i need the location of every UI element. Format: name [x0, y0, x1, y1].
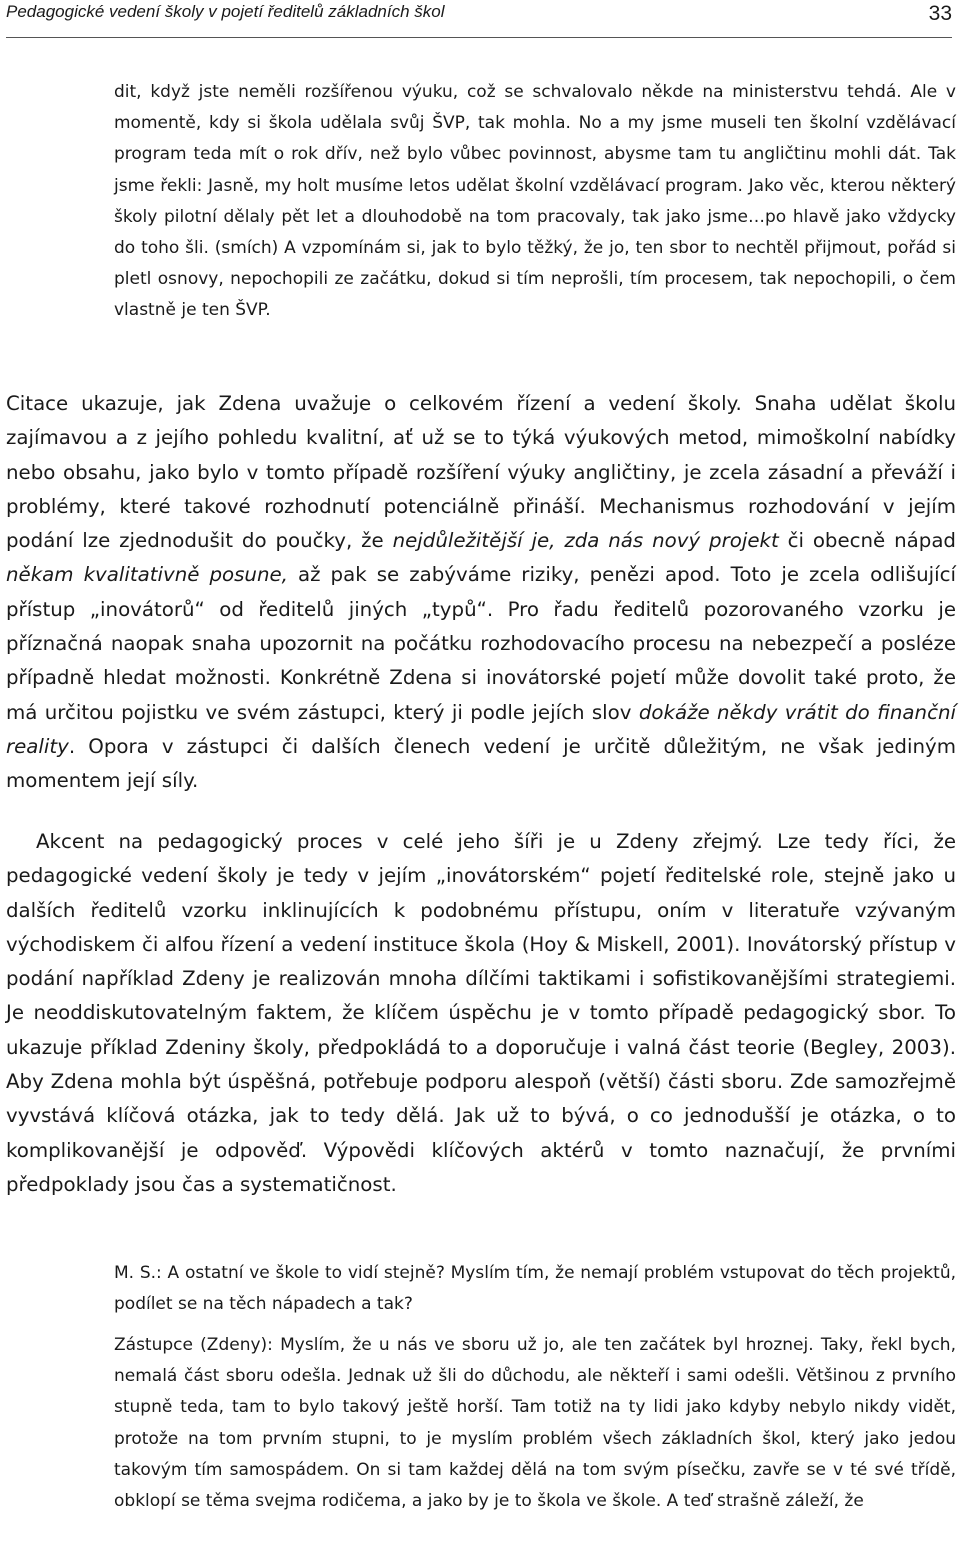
body-paragraph-1-text-d: . Opora v zástupci či dalších členech vedení je určitě důležitým, ne však jediným momentem její síly.	[6, 734, 956, 793]
body-paragraph-1-italic-b: někam kvalitativně posune,	[6, 563, 288, 587]
running-title: Pedagogické vedení školy v pojetí ředitelů základních škol	[6, 2, 445, 21]
page-number: 33	[928, 2, 952, 25]
body-paragraph-2-text: Akcent na pedagogický proces v celé jeho šíři je u Zdeny zřejmý. Lze tedy říci, že pedagogické vedení školy je tedy v jejím „inovátorském“ pojetí ředitelské role, stejně jako u dalších ředitelů vzorku inklinujících k podobnému přístupu, oním v literatuře vzývaným východiskem či alfou řízení a vedení instituce škola (Hoy & Miskell, 2001). Inovátorský přístup v podání například Zdeny je realizován mnoha dílčími taktikami i sofistikovanějšími strategiemi. Je neoddiskutovatelným faktem, že klíčem úspěchu je v tomto případě pedagogický sbor. To ukazuje příklad Zdeniny školy, předpokládá to a doporučuje i valná část teorie (Begley, 2003). Aby Zdena mohla být úspěšná, potřebuje podporu alespoň (větší) části sboru. Zde samozřejmě vyvstává klíčová otázka, jak to tedy dělá. Jak už to bývá, o co jednodušší je otázka, o to komplikovanější je odpověď. Výpovědi klíčových aktérů v tomto naznačují, že prvními předpoklady jsou čas a systematičnost.	[6, 830, 956, 1196]
dialogue-question: M. S.: A ostatní ve škole to vidí stejně? Myslím tím, že nemají problém vstupovat do těch projektů, podílet se na těch nápadech a tak?	[114, 1263, 956, 1315]
body-paragraph-1-text-b: či obecně nápad	[778, 529, 956, 553]
body-paragraph-2	[6, 825, 956, 1202]
body-paragraph-1-text-a: Citace ukazuje, jak Zdena uvažuje o celkovém řízení a vedení školy. Snaha udělat školu zajímavou a z jejího pohledu kvalitní, ať už se to týká výukových metod, mimoškolní nabídky nebo obsahu, jako bylo v tomto případě rozšíření výuky angličtiny, je zcela zásadní a převáží i problémy, které takové rozhodnutí potenciálně přináší. Mechanismus rozhodování v jejím podání lze zjednodušit do poučky, že	[6, 392, 956, 553]
body-paragraph-1	[6, 387, 956, 799]
body-paragraph-1-italic-a: nejdůležitější je, zda nás nový projekt	[392, 529, 779, 553]
body-paragraph-1-text-c: až pak se zabýváme riziky, penězi apod. Toto je zcela odlišující přístup „inovátorů“ od ředitelů jiných „typů“. Pro řadu ředitelů pozorovaného vzorku je příznačná naopak snaha upozornit na počátku rozhodovacího procesu na nebezpečí a posléze případně hledat možnosti. Konkrétně Zdena si inovátorské pojetí může dovolit také proto, že má určitou pojistku ve svém zástupci, který ji podle jejích slov	[6, 563, 956, 724]
dialogue-answer: Zástupce (Zdeny): Myslím, že u nás ve sboru už jo, ale ten začátek byl hroznej. Taky, řekl bych, nemalá část sboru odešla. Jednak už šli do důchodu, ale někteří i sami odešli. Většinou z prvního stupně teda, tam to bylo takový ještě horší. Tam totiž na ty lidi jako kdyby nebylo nikdy vidět, protože na tom prvním stupni, to je myslím problém všech základních škol, který jako jedou takovým tím samospádem. On si tam každej dělá na tom svým písečku, zavře se v té své třídě, obklopí se těma svejma rodičema, a jako by je to škola ve škole. A teď strašně záleží, že	[114, 1335, 956, 1512]
interview-quote: dit, když jste neměli rozšířenou výuku, což se schvalovalo někde na ministerstvu tehdá. Ale v momentě, kdy si škola udělala svůj ŠVP, tak mohla. No a my jsme museli ten školní vzdělávací program teda mít o rok dřív, než bylo vůbec povinnost, abysme tam tu angličtinu mohli dát. Tak jsme řekli: Jasně, my holt musíme letos udělat školní vzdělávací program. Jako věc, kterou některý školy pilotní dělaly pět let a dlouhodobě na tom pracovaly, tak jako jsme…po hlavě jako vždycky do toho šli. (smích) A vzpomínám si, jak to bylo těžký, že jo, ten sbor to nechtěl přijmout, pořád si pletl osnovy, nepochopili ze začátku, dokud si tím neprošli, tím procesem, tak nepochopili, o čem vlastně je ten ŠVP.	[114, 82, 956, 321]
body-paragraph-1-italic-c: dokáže někdy vrátit do finanční reality	[6, 700, 956, 758]
page-header	[0, 0, 960, 44]
header-divider	[6, 37, 952, 38]
